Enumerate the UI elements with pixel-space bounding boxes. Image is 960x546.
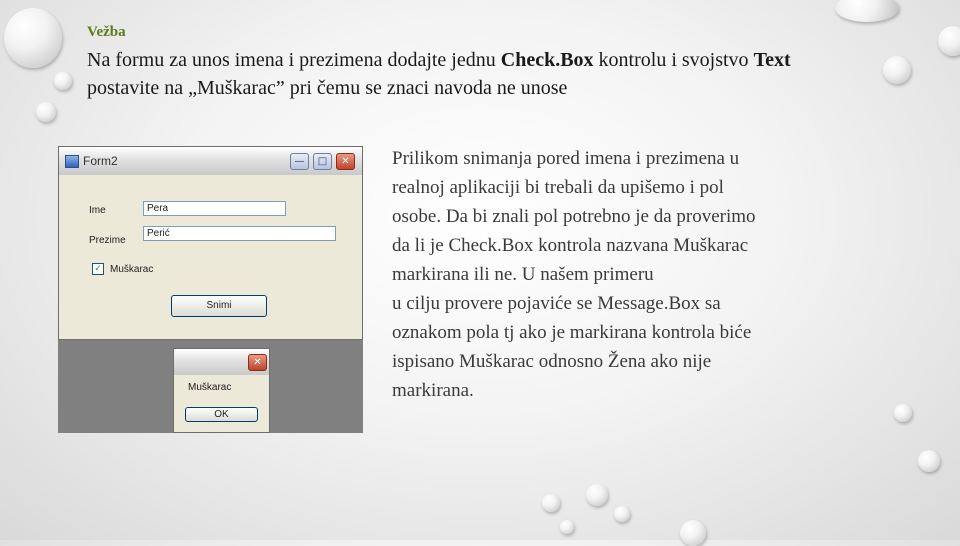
ime-label: Ime (89, 205, 106, 216)
water-drop-decoration (614, 506, 630, 522)
explanation-line: realnoj aplikaciji bi trebali da upišemo i pol (392, 177, 724, 198)
muskarac-checkbox[interactable]: ✓ (92, 263, 104, 275)
window-app-icon (65, 155, 79, 168)
explanation-line: oznakom pola tj ako je markirana kontrola biće (392, 322, 752, 343)
water-drop-decoration (680, 520, 706, 546)
explanation-line: Prilikom snimanja pored imena i prezimena u (392, 148, 740, 169)
explanation-line: u cilju provere pojaviće se Message.Box sa (392, 293, 721, 314)
explanation-line: markirana. (392, 380, 474, 401)
form2-title: Form2 (83, 154, 118, 168)
water-drop-decoration (918, 450, 940, 472)
snimi-button[interactable]: Snimi (171, 295, 267, 317)
water-drop-decoration (560, 520, 574, 534)
explanation-line: osobe. Da bi znali pol potrebno je da proverimo (392, 206, 756, 227)
water-drop-decoration (54, 72, 72, 90)
form2-titlebar (59, 147, 362, 175)
explanation-line: markirana ili ne. U našem primeru (392, 264, 654, 285)
message-box-titlebar (174, 349, 269, 375)
prezime-label: Prezime (89, 235, 126, 246)
water-drop-decoration (883, 56, 911, 84)
close-button[interactable]: ✕ (336, 153, 355, 170)
section-label: Vežba (87, 24, 126, 40)
muskarac-checkbox-label[interactable]: Muškarac (110, 264, 154, 275)
explanation-line: ispisano Muškarac odnosno Žena ako nije (392, 351, 712, 372)
maximize-button[interactable]: □ (313, 153, 332, 170)
form-screenshot (58, 146, 363, 433)
water-drop-decoration (36, 102, 56, 122)
message-box (173, 348, 270, 433)
form2-window (58, 146, 363, 340)
message-box-close-button[interactable]: ✕ (248, 354, 267, 371)
water-drop-decoration (4, 8, 62, 68)
prezime-input[interactable]: Perić (143, 226, 336, 241)
ime-input[interactable]: Pera (143, 201, 286, 216)
water-drop-decoration (835, 0, 899, 22)
minimize-button[interactable]: — (290, 153, 309, 170)
water-drop-decoration (542, 494, 560, 512)
explanation-paragraph (392, 144, 862, 405)
instruction-text: Na formu za unos imena i prezimena dodajte jednu Check.Box kontrolu i svojstvo Text postavite na „Muškarac” pri čemu se znaci navoda ne unose (87, 49, 791, 99)
water-drop-decoration (894, 404, 912, 422)
explanation-line: da li je Check.Box kontrola nazvana Muškarac (392, 235, 749, 256)
water-drop-decoration (938, 26, 960, 56)
ok-button[interactable]: OK (185, 407, 258, 422)
water-drop-decoration (586, 484, 608, 506)
message-box-text: Muškarac (188, 382, 232, 393)
